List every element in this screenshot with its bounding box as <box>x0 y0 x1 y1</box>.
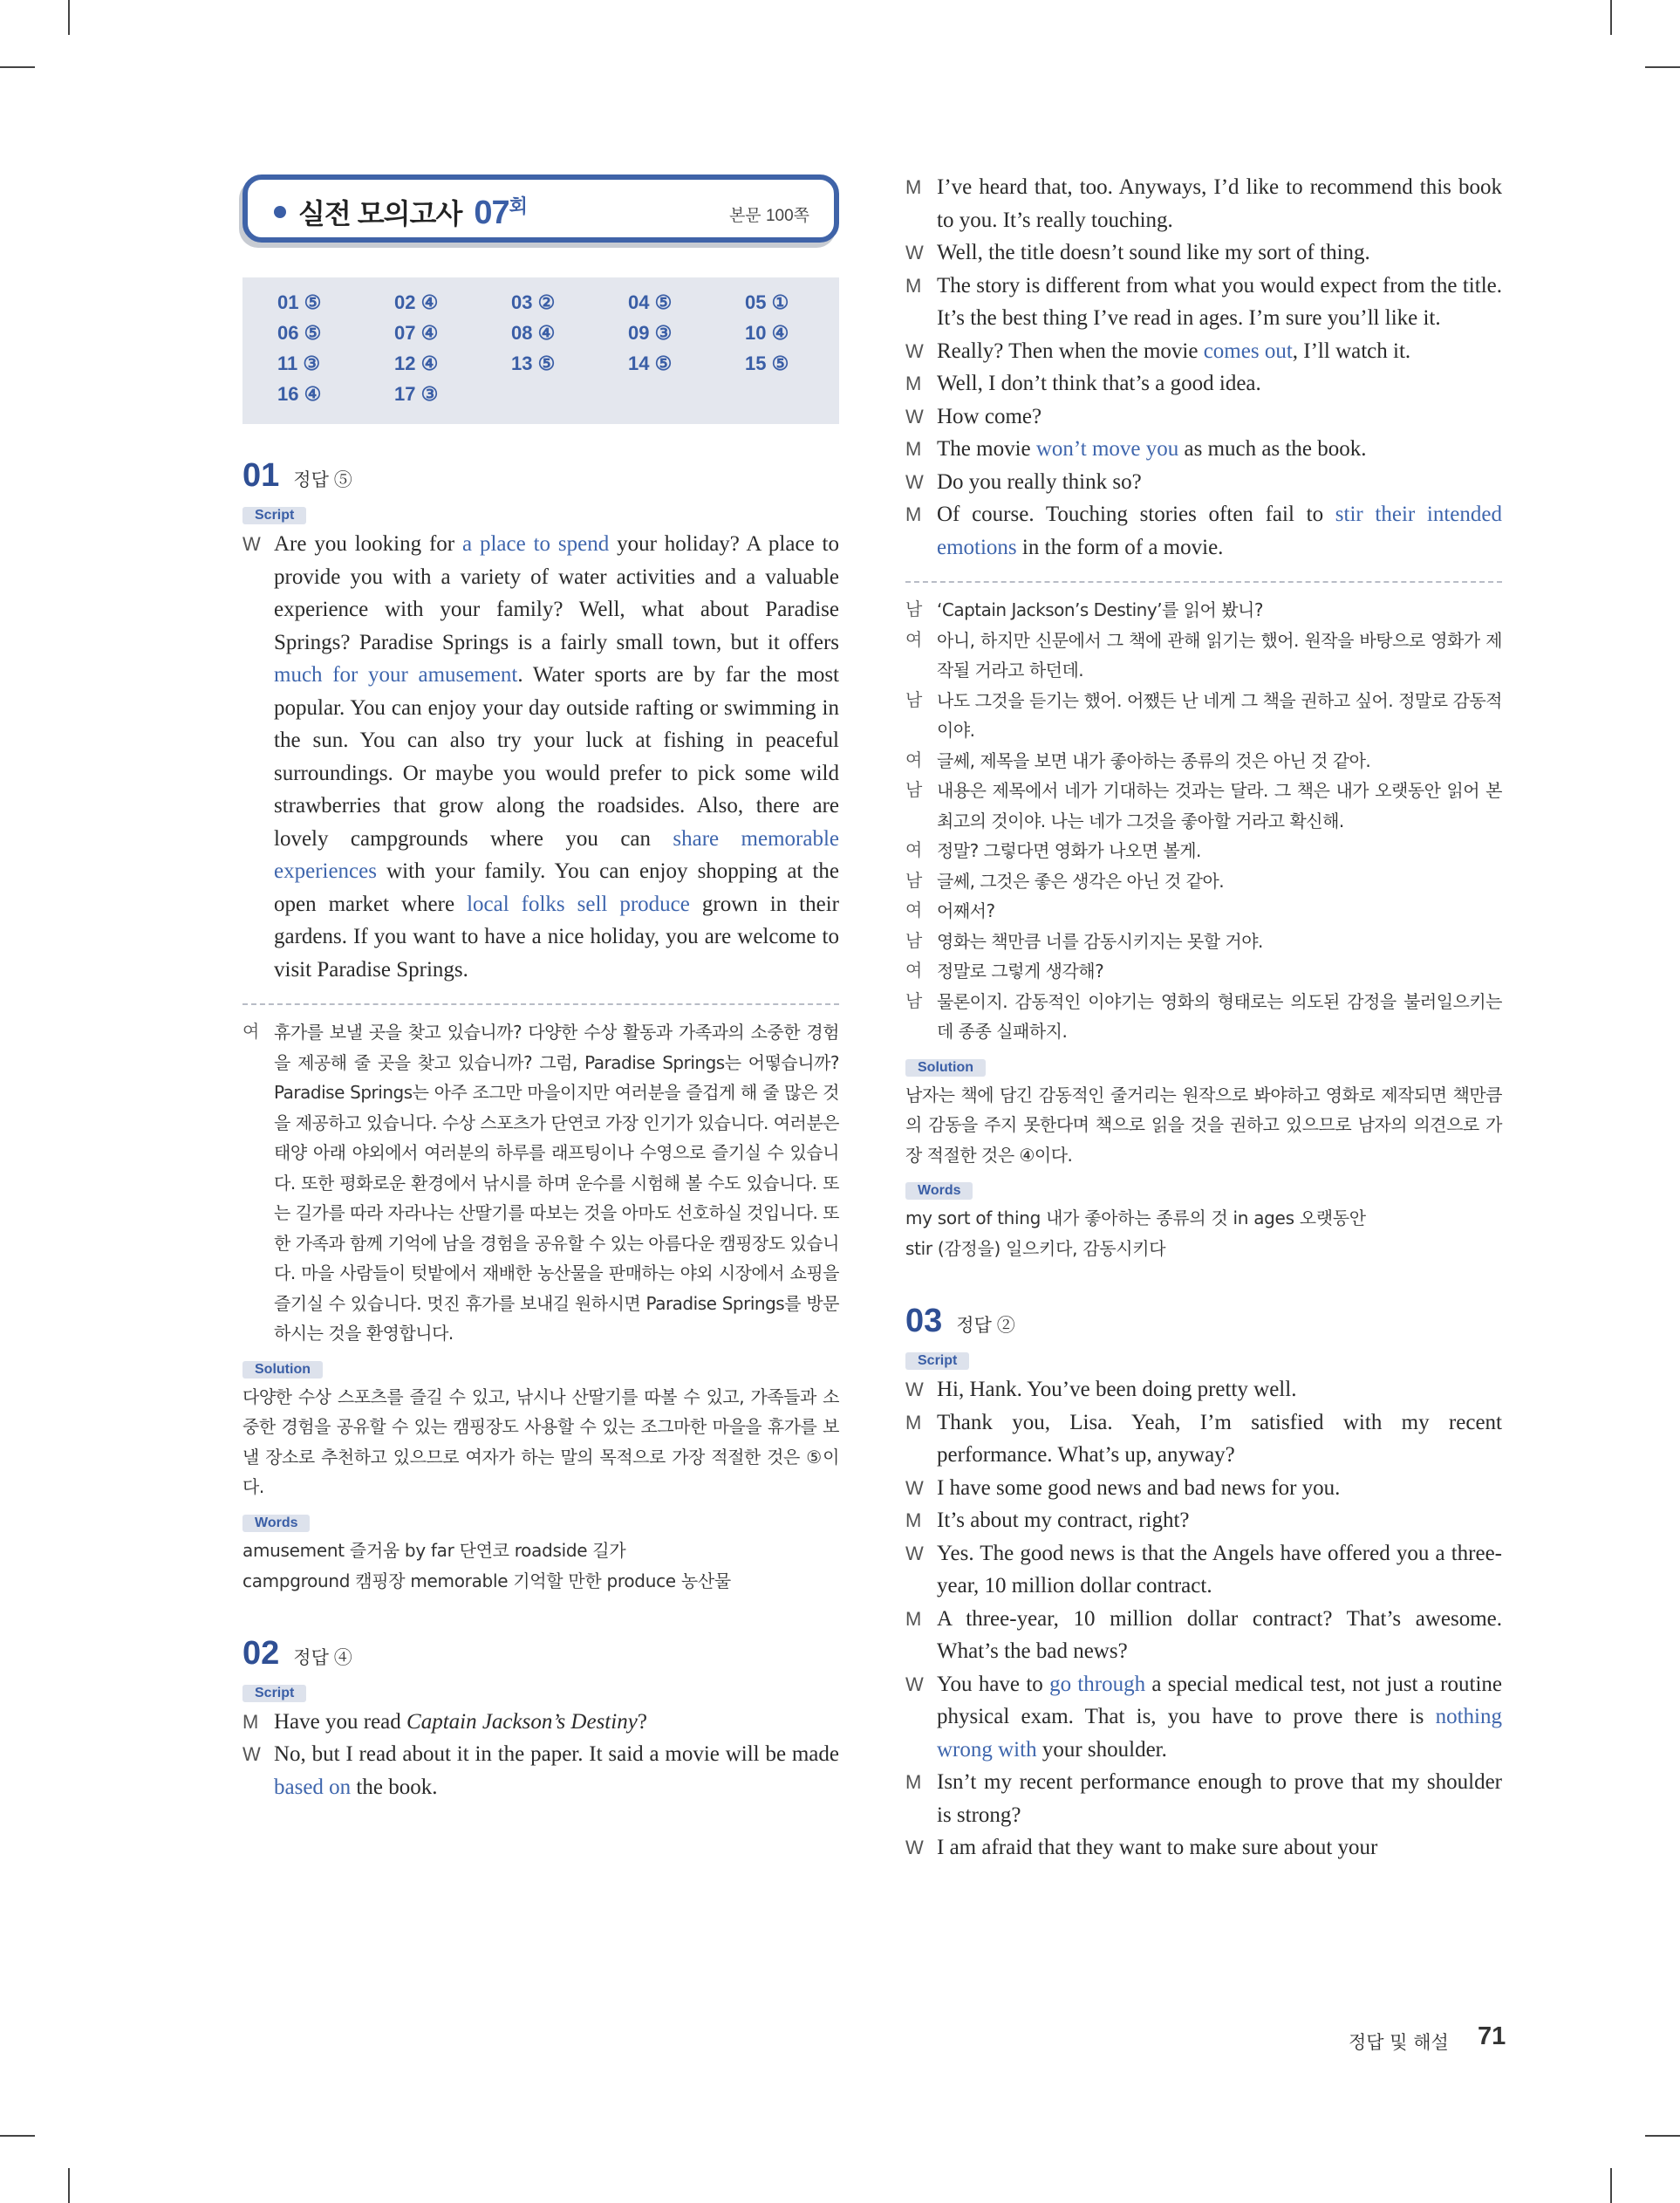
translation-text: 어째서? <box>937 900 995 921</box>
speaker-label: W <box>905 339 924 362</box>
translation-line <box>905 776 1502 836</box>
speaker-label: 남 <box>905 931 922 951</box>
translation-line <box>905 595 1502 626</box>
answer-key-item: 07 ④ <box>394 322 439 344</box>
script-text: your shoulder. <box>1036 1737 1167 1762</box>
script-line <box>905 1766 1502 1831</box>
test-header <box>242 174 839 243</box>
speaker-label: W <box>905 1476 924 1499</box>
translation-text: 아니, 하지만 신문에서 그 책에 관해 읽기는 했어. 원작을 바탕으로 영화가 제작될 거라고 하던데. <box>937 629 1502 681</box>
speaker-label: M <box>905 373 922 394</box>
words-line: campground 캠핑장 memorable 기억할 만한 produce 농산물 <box>242 1570 731 1591</box>
question-answer: 정답 ② <box>956 1316 1015 1336</box>
translation-text: ‘Captain Jackson’s Destiny’를 읽어 봤니? <box>937 599 1263 620</box>
translation-line <box>905 987 1502 1047</box>
script-line <box>905 270 1502 335</box>
script-tag: Script <box>242 507 306 524</box>
right-column <box>905 171 1502 1864</box>
answer-key-item: 04 ⑤ <box>628 291 673 313</box>
script-text: the book. <box>351 1775 438 1799</box>
translation-line <box>905 686 1502 746</box>
script-text: No, but I read about it in the paper. It said a movie will be made <box>274 1742 839 1766</box>
speaker-label: W <box>905 1837 924 1858</box>
speaker-label: M <box>905 1509 922 1531</box>
script-text: You have to <box>937 1672 1050 1696</box>
crop-mark <box>68 0 70 35</box>
script-tag: Script <box>242 1685 306 1702</box>
speaker-label: M <box>905 274 922 297</box>
script-text: I’ve heard that, too. Anyways, I’d like to recommend this book to you. It’s really touching. <box>937 175 1502 232</box>
q02-script-part1 <box>242 1706 839 1804</box>
answer-key-item: 09 ③ <box>628 322 673 344</box>
answer-key-item: 05 ① <box>745 291 789 313</box>
key-expression: comes out <box>1203 339 1293 363</box>
speaker-label: 여 <box>905 630 922 650</box>
q01-script <box>242 528 839 986</box>
script-text: The story is different from what you would expect from the title. It’s the best thing I’ve read in ages. I’m sure you’ll like it. <box>937 273 1502 330</box>
test-title: 실전 모의고사 $07^회$ <box>298 195 527 231</box>
answer-key-item: 12 ④ <box>394 352 439 374</box>
script-text: . Water sports are by far the most popular. You can enjoy your day outside rafting or swimming in the sun. You can also try your luck at fishing in peaceful surroundings. Or maybe you would prefer to pick some wild strawberries that grow along the roadsides. Also, there are lovely campgrounds where you can <box>274 663 839 851</box>
speaker-label: M <box>905 1607 922 1630</box>
speaker-label: 남 <box>905 991 922 1011</box>
question-number: 03 <box>905 1303 943 1339</box>
speaker-label: 여 <box>905 961 922 981</box>
translation-text: 내용은 제목에서 네가 기대하는 것과는 달라. 그 책은 내가 오랫동안 읽어 본 최고의 것이야. 나는 네가 그것을 좋아할 거라고 확신해. <box>937 780 1502 831</box>
speaker-label: 여 <box>905 841 922 860</box>
speaker-label: M <box>905 1411 922 1433</box>
script-line <box>905 1831 1502 1864</box>
question-01-header <box>242 457 839 495</box>
speaker-label: 남 <box>905 600 922 619</box>
answer-key-item: 10 ④ <box>745 322 789 344</box>
answer-key-item: 16 ④ <box>277 383 322 405</box>
q02-solution: 남자는 책에 담긴 감동적인 줄거리는 원작으로 봐야하고 영화로 제작되면 책만큼의 감동을 주지 못한다며 책으로 읽을 것을 권하고 있으므로 남자의 의견으로 가장 적절한 것은 ④이다. <box>905 1084 1502 1166</box>
translation-line <box>905 746 1502 777</box>
q01-solution: 다양한 수상 스포츠를 즐길 수 있고, 낚시나 산딸기를 따볼 수 있고, 가족들과 소중한 경험을 공유할 수 있는 캠핑장도 사용할 수 있는 조그마한 마을을 휴가를 보낼 장소로 추천하고 있으므로 여자가 하는 말의 목적으로 가장 적절한 것은 ⑤이다. <box>242 1385 839 1497</box>
speaker-label: 여 <box>242 1023 259 1042</box>
words-line: amusement 즐거움 by far 단연코 roadside 길가 <box>242 1539 626 1561</box>
script-line <box>905 400 1502 434</box>
script-text: I have some good news and bad news for you. <box>937 1475 1341 1500</box>
words-line: stir (감정을) 일으키다, 감동시키다 <box>905 1238 1166 1259</box>
words-tag: Words <box>242 1515 310 1532</box>
script-line <box>905 1603 1502 1668</box>
answer-key-item: 11 ③ <box>277 352 321 374</box>
q02-words <box>905 1203 1502 1264</box>
translation-line <box>905 956 1502 987</box>
crop-mark <box>1610 2168 1612 2203</box>
script-line <box>905 1406 1502 1472</box>
translation-line <box>905 866 1502 897</box>
footer-label: 정답 및 해설 <box>1349 2032 1449 2053</box>
crop-mark <box>0 2135 35 2137</box>
script-line <box>905 498 1502 564</box>
translation-text: 휴가를 보낼 곳을 찾고 있습니까? 다양한 수상 활동과 가족과의 소중한 경험을 제공해 줄 곳을 찾고 있습니까? 그럼, Paradise Springs는 어떻습니까? Paradise Springs는 아주 조그만 마을이지만 여러분을 즐겁게 해 줄 많은 것을 제공하고 있습니다. 수상 스포츠가 단연코 가장 인기가 있습니다. 여러분은 태양 아래 야외에서 여러분의 하루를 래프팅이나 수영으로 즐기실 수 있습니다. 또한 평화로운 환경에서 낚시를 하며 운수를 시험해 볼 수도 있습니다. 또는 길가를 따라 자라나는 산딸기를 따보는 것을 아마도 선호하실 것입니다. 또한 가족과 함께 기억에 남을 경험을 공유할 수 있는 아름다운 캠핑장도 있습니다. 마을 사람들이 텃밭에서 재배한 농산물을 판매하는 야외 시장에서 쇼핑을 즐기실 수 있습니다. 멋진 휴가를 보내길 원하시면 Paradise Springs를 방문하시는 것을 환영합니다. <box>274 1022 839 1344</box>
script-line <box>905 1504 1502 1537</box>
speaker-label: 여 <box>905 750 922 770</box>
key-expression: nothing wrong with <box>937 1705 1502 1762</box>
divider <box>905 581 1502 583</box>
answer-key-item: 15 ⑤ <box>745 352 789 374</box>
script-text: your holiday? A place to provide you with a variety of water activities and a valuable experience with your family? Well, what about Paradise Springs? Paradise Springs is a fairly small town, but it offers <box>274 532 839 654</box>
key-expression: much for your amusement <box>274 663 518 687</box>
speaker-label: W <box>905 1673 924 1695</box>
script-text: It’s about my contract, right? <box>937 1509 1190 1532</box>
script-line <box>905 1537 1502 1603</box>
question-answer: 정답 ⑤ <box>293 470 352 490</box>
script-text: Yes. The good news is that the Angels have offered you a three-year, 10 million dollar contract. <box>937 1541 1502 1598</box>
script-text: Of course. Touching stories often fail to <box>937 503 1335 526</box>
answer-key-item: 02 ④ <box>394 291 439 313</box>
speaker-label: W <box>905 470 924 493</box>
speaker-label: M <box>905 503 922 525</box>
translation-line <box>905 626 1502 686</box>
page-reference: 본문 100쪽 <box>728 207 809 225</box>
crop-mark <box>1610 0 1612 35</box>
translation-text: 글쎄, 그것은 좋은 생각은 아닌 것 같아. <box>937 870 1225 892</box>
words-tag: Words <box>905 1182 973 1200</box>
answer-key-item: 06 ⑤ <box>277 322 322 344</box>
answer-key-item: 14 ⑤ <box>628 352 673 374</box>
script-text: Are you looking for <box>274 532 463 556</box>
q02-script-part2 <box>905 171 1502 564</box>
q01-translation <box>242 1017 839 1349</box>
script-text: I am afraid that they want to make sure about your <box>937 1836 1378 1859</box>
script-text: The movie <box>937 437 1036 461</box>
script-text: grown in their gardens. If you want to have a nice holiday, you are welcome to visit Paradise Springs. <box>274 892 839 982</box>
script-line <box>905 433 1502 466</box>
speaker-label: 여 <box>905 901 922 920</box>
script-text: , I’ll watch it. <box>1292 339 1411 363</box>
script-text: Well, I don’t think that’s a good idea. <box>937 372 1261 395</box>
script-text: ? <box>637 1709 647 1734</box>
divider <box>242 1003 839 1005</box>
question-answer: 정답 ④ <box>293 1647 352 1668</box>
script-line <box>905 1373 1502 1406</box>
question-number: 01 <box>242 457 280 494</box>
script-text: Isn’t my recent performance enough to prove that my shoulder is strong? <box>937 1770 1502 1827</box>
key-expression: a place to spend <box>462 532 610 556</box>
script-text: with your family. You can enjoy shopping at the open market where <box>274 859 839 916</box>
script-text: Really? Then when the movie <box>937 339 1204 363</box>
key-expression: stir their intended emotions <box>937 503 1503 559</box>
script-line <box>905 367 1502 400</box>
speaker-label: 남 <box>905 781 922 800</box>
translation-text: 정말로 그렇게 생각해? <box>937 961 1104 982</box>
crop-mark <box>0 66 35 68</box>
speaker-label: W <box>905 405 924 428</box>
translation-text: 물론이지. 감동적인 이야기는 영화의 형태로는 의도된 감정을 불러일으키는 데 종종 실패하지. <box>937 990 1502 1042</box>
script-line <box>905 466 1502 499</box>
question-number: 02 <box>242 1634 280 1672</box>
question-03-header <box>905 1303 1502 1340</box>
script-text: Thank you, Lisa. Yeah, I’m satisfied with my recent performance. What’s up, anyway? <box>937 1410 1502 1467</box>
script-text: as much as the book. <box>1178 437 1367 461</box>
script-line <box>905 236 1502 270</box>
script-line <box>242 1706 839 1739</box>
speaker-label: M <box>905 1771 922 1793</box>
script-line <box>905 335 1502 368</box>
script-line <box>905 171 1502 236</box>
bullet-dot-icon <box>274 206 286 218</box>
script-text: How come? <box>937 404 1042 428</box>
translation-line <box>905 896 1502 927</box>
speaker-label: W <box>905 1379 924 1400</box>
question-02-header <box>242 1635 839 1673</box>
crop-mark <box>68 2168 70 2203</box>
book-title: Captain Jackson’s Destiny <box>406 1709 638 1734</box>
speaker-label: W <box>242 1743 261 1765</box>
key-expression: share memorable experiences <box>274 826 839 883</box>
script-text: Well, the title doesn’t sound like my sort of thing. <box>937 241 1370 264</box>
crop-mark <box>1645 2135 1680 2137</box>
speaker-label: 남 <box>905 690 922 710</box>
translation-line <box>905 927 1502 957</box>
translation-text: 글쎄, 제목을 보면 내가 좋아하는 종류의 것은 아닌 것 같아. <box>937 749 1371 771</box>
answer-key-item: 01 ⑤ <box>277 291 322 313</box>
speaker-label: M <box>242 1710 259 1733</box>
page-number: 71 <box>1478 2022 1506 2050</box>
script-line <box>905 1668 1502 1767</box>
script-line <box>905 1472 1502 1505</box>
speaker-label: 남 <box>905 871 922 891</box>
key-expression: local folks sell produce <box>467 892 690 916</box>
script-line <box>242 528 839 986</box>
translation-line <box>242 1017 839 1349</box>
script-tag: Script <box>905 1352 969 1370</box>
script-text: in the form of a movie. <box>1016 535 1224 559</box>
key-expression: based on <box>274 1775 352 1799</box>
script-line <box>242 1738 839 1803</box>
answer-key-item: 13 ⑤ <box>511 352 556 374</box>
solution-tag: Solution <box>242 1361 323 1379</box>
speaker-label: W <box>905 1542 924 1564</box>
script-text: Do you really think so? <box>937 469 1142 494</box>
speaker-label: M <box>905 438 922 460</box>
script-text: Hi, Hank. You’ve been doing pretty well. <box>937 1378 1297 1401</box>
speaker-label: W <box>905 242 924 263</box>
q03-script <box>905 1373 1502 1864</box>
solution-tag: Solution <box>905 1059 986 1077</box>
translation-text: 나도 그것을 듣기는 했어. 어쨌든 난 네게 그 책을 권하고 싶어. 정말로 감동적이야. <box>937 689 1502 741</box>
speaker-label: W <box>242 533 261 555</box>
crop-mark <box>1645 66 1680 68</box>
script-text: Have you read <box>274 1709 407 1734</box>
words-line: my sort of thing 내가 좋아하는 종류의 것 in ages 오랫동안 <box>905 1208 1366 1228</box>
answer-key-item: 03 ② <box>511 291 556 313</box>
key-expression: won’t move you <box>1035 437 1179 461</box>
translation-text: 영화는 책만큼 너를 감동시키지는 못할 거야. <box>937 930 1263 952</box>
answer-key-grid <box>277 291 839 406</box>
left-column <box>242 174 839 1803</box>
translation-line <box>905 836 1502 866</box>
speaker-label: M <box>905 176 922 198</box>
script-text: a special medical test, not just a routine physical exam. That is, you have to prove there is <box>937 1672 1502 1728</box>
q02-translation <box>905 595 1502 1047</box>
translation-text: 정말? 그렇다면 영화가 나오면 볼게. <box>937 840 1201 861</box>
answer-key <box>242 277 839 424</box>
q01-words <box>242 1536 839 1597</box>
script-text: A three-year, 10 million dollar contract? That’s awesome. What’s the bad news? <box>937 1606 1502 1663</box>
key-expression: go through <box>1049 1672 1146 1696</box>
answer-key-item: 08 ④ <box>511 322 556 344</box>
answer-key-item: 17 ③ <box>394 383 439 405</box>
